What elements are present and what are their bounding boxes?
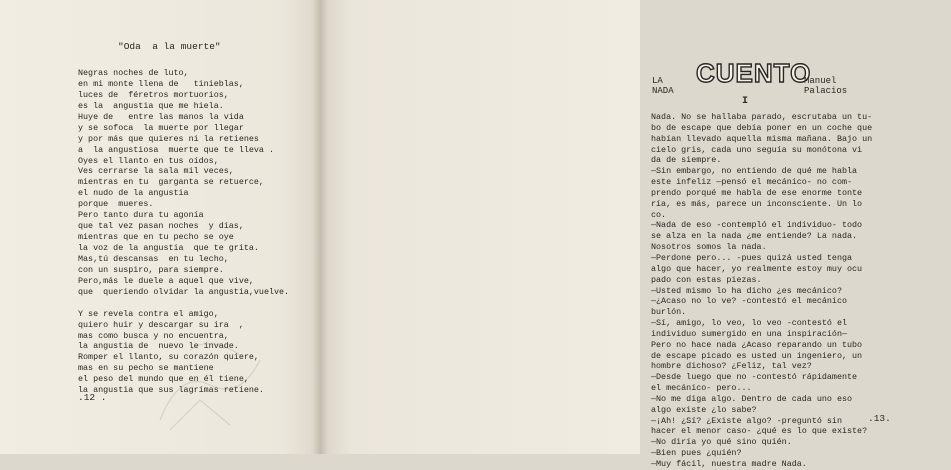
poem-line: luces de féretros mortuorios, — [78, 89, 229, 100]
page-number-right: .13. — [868, 413, 891, 424]
story-line: prendo porqué me habla de ese enorme tonte — [651, 187, 863, 198]
poem-line: la angustia que sus lagrimas retiene. — [78, 385, 264, 396]
poem-line: la voz de la angustia que te grita. — [78, 243, 259, 253]
poem-line: Oyes el llanto en tus oídos, — [78, 155, 219, 166]
story-line: hombre dichoso? ¿Feliz, tal vez? — [651, 361, 812, 372]
story-body — [651, 112, 951, 470]
story-line: da de siempre. — [651, 155, 722, 166]
book-gutter — [312, 0, 328, 454]
poem-line: Mas,tú descansas en tu lecho, — [78, 253, 229, 264]
poem-line: Pero,más le duele a aquel que vive, — [78, 275, 254, 286]
story-line: algo que hacer, yo realmente estoy muy ocu — [651, 263, 863, 274]
story-line: —Sí, amigo, lo veo, lo veo -contestó el — [651, 318, 848, 329]
poem-line: en mi monte llena de tinieblas, — [78, 78, 244, 89]
poem-line: y por más que quieres ni la retienes — [78, 133, 259, 144]
poem-line: Huye de entre las manos la vida — [78, 111, 244, 122]
story-line: el mecánico- pero... — [651, 383, 752, 394]
story-line: —Usted mismo lo ha dicho ¿es mecánico? — [651, 285, 842, 296]
poem-line: mas como busca y no encuentra, — [78, 330, 229, 341]
chapter-number: I — [742, 96, 749, 107]
section-heading: CUENTO — [696, 58, 812, 88]
story-line: individuo sumergido en una inspiración— — [651, 328, 848, 339]
story-line: habían llevado aquella misma mañana. Bajo un — [651, 133, 873, 144]
poem-line: Negras noches de luto, — [78, 68, 189, 78]
poem-line: Ves cerrarse la sala mil veces, — [78, 166, 234, 177]
poem-line: con un suspiro, para siempre. — [78, 264, 224, 275]
story-line: burlón. — [651, 307, 687, 318]
poem-line: Pero tanto dura tu agonía — [78, 210, 204, 221]
story-line: se alza en la nada ¿me entiende? La nada. — [651, 231, 858, 242]
story-line: —Bien pues ¿quién? — [651, 448, 742, 459]
story-line: —Sin embargo, no entiendo de qué me habla — [651, 166, 858, 177]
poem-line: que queriendo olvidar la angustia,vuelve. — [78, 286, 290, 297]
left-page — [0, 0, 320, 454]
story-line: cielo gris, cada uno seguía su monótona vi — [651, 144, 863, 155]
story-line: Nosotros somos la nada. — [651, 242, 767, 253]
story-line: este infeliz —pensó el mecánico- no com- — [651, 177, 853, 188]
story-line: co. — [651, 209, 667, 220]
poem-line: que tal vez pasan noches y días, — [78, 221, 244, 232]
poem-line: y se sofoca la muerte por llegar — [78, 122, 244, 133]
story-line: pado con estas piezas. — [651, 274, 762, 285]
poem-line: mientras que en tu pecho se oye — [78, 232, 234, 243]
story-line: —Desde luego que no -contestó rápidamente — [651, 372, 858, 383]
poem-line: mientras en tu garganta se retuerce, — [78, 177, 264, 188]
poem-line: quiero huir y descargar su ira , — [78, 319, 244, 330]
poem-line: Y se revela contra el amigo, — [78, 308, 219, 319]
story-line: Nada. No se hallaba parado, escrutaba un tu- — [651, 112, 873, 122]
story-line: —No me diga algo. Dentro de cada uno eso — [651, 393, 853, 404]
story-line: —Nada de eso -contempló el individuo- todo — [651, 220, 863, 231]
show-through-sketch — [150, 330, 270, 440]
poem-line: porque mueres. — [78, 199, 154, 210]
poem-line: el peso del mundo que en él tiene, — [78, 374, 249, 385]
page-number-left: .12 . — [78, 392, 107, 403]
right-page — [320, 0, 891, 469]
story-line: de escape picado es usted un ingeniero, un — [651, 350, 863, 361]
story-line: —Muy fácil, nuestra madre Nada. — [651, 459, 807, 469]
poem-line: la angustia de nuevo le invade. — [78, 341, 239, 352]
poem-line: a la angustiosa muerte que te lleva . — [78, 144, 275, 155]
story-line: algo existe ¿lo sabe? — [651, 404, 757, 415]
poem-line: Romper el llanto, su corazón quiere, — [78, 352, 259, 363]
story-line: —¿Acaso no lo ve? -contestó el mecánico — [651, 296, 848, 307]
story-line: —¡Ah! ¿Sí? ¿Existe algo? -preguntó sin — [651, 415, 842, 426]
story-line: —Perdone pero... -pues quizá usted tenga — [651, 252, 853, 263]
poem-title: "Oda a la muerte" — [118, 41, 221, 52]
story-line: ría, es más, parece un inconsciente. Un lo — [651, 198, 863, 209]
poem-line: mas en su pecho se mantiene — [78, 363, 214, 374]
story-line: hacer el menor caso- ¿qué es lo que existe? — [651, 426, 868, 437]
poem-line: es la angustia que me hiela. — [78, 100, 224, 111]
story-line: bo de escape que debía poner en un coche que — [651, 122, 873, 133]
poem-line: el nudo de la angustia — [78, 188, 189, 199]
author-name: Manuel Palacios — [804, 76, 848, 96]
story-line: —No diría yo qué sino quién. — [651, 437, 792, 448]
story-line: Pero no hace nada ¿Acaso reparando un tubo — [651, 339, 863, 350]
poem-line — [78, 298, 318, 309]
story-title: LA NADA — [652, 76, 674, 96]
